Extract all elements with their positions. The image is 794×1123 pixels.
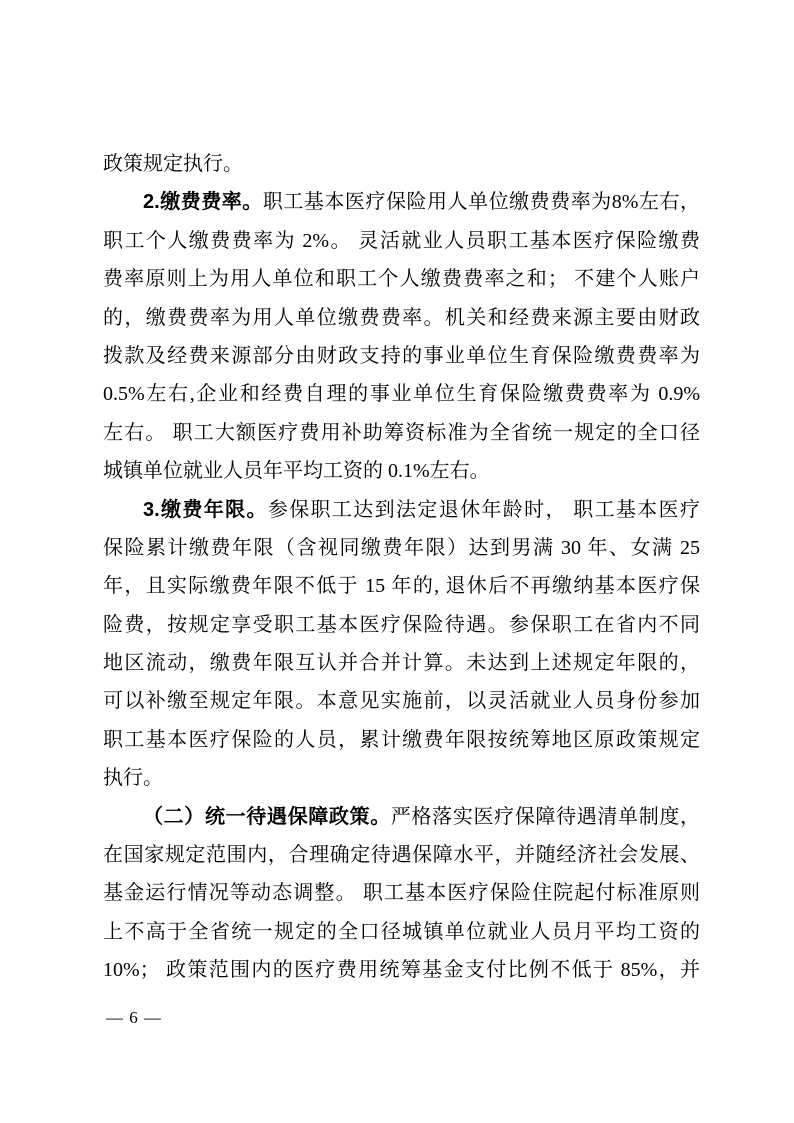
- text-segment: 拨款及经费来源部分由财政支持的事业单位生育保险缴费费率为: [103, 344, 700, 367]
- text-line: [103, 759, 700, 797]
- text-line: [103, 951, 700, 989]
- text-segment: 险费，按规定享受职工基本医疗保险待遇。参保职工在省内不同: [103, 613, 700, 636]
- text-line: [103, 260, 700, 298]
- text-segment: 年，且实际缴费年限不低于 15 年的, 退休后不再缴纳基本医疗保: [103, 575, 700, 598]
- text-segment: 参保职工达到法定退休年龄时， 职工基本医疗: [267, 498, 700, 521]
- text-line: [103, 529, 700, 567]
- text-line: [103, 375, 700, 413]
- text-segment: 基金运行情况等动态调整。 职工基本医疗保险住院起付标准原则: [103, 882, 700, 905]
- text-line: [103, 836, 700, 874]
- text-segment: 0.5%左右,企业和经费自理的事业单位生育保险缴费费率为 0.9%: [103, 383, 700, 406]
- text-line: [103, 299, 700, 337]
- text-segment: 城镇单位就业人员年平均工资的 0.1%左右。: [103, 460, 490, 483]
- text-line: [103, 644, 700, 682]
- document-body: [103, 145, 700, 990]
- text-line: [103, 222, 700, 260]
- text-line: [103, 414, 700, 452]
- page-number: — 6 —: [106, 1008, 162, 1027]
- text-segment: 保险累计缴费年限（含视同缴费年限）达到男满 30 年、女满 25: [103, 536, 700, 559]
- text-line: [103, 913, 700, 951]
- emphasis-segment: 3.缴费年限。: [143, 498, 268, 521]
- text-line: [103, 567, 700, 605]
- text-segment: 在国家规定范围内，合理确定待遇保障水平，并随经济社会发展、: [103, 844, 700, 867]
- text-segment: 10%； 政策范围内的医疗费用统筹基金支付比例不低于 85%，并: [103, 959, 700, 982]
- text-segment: 左右。 职工大额医疗费用补助筹资标准为全省统一规定的全口径: [103, 421, 700, 444]
- text-segment: 职工个人缴费费率为 2%。 灵活就业人员职工基本医疗保险缴费: [103, 229, 700, 252]
- text-line: [103, 337, 700, 375]
- text-segment: 上不高于全省统一规定的全口径城镇单位就业人员月平均工资的: [103, 920, 700, 943]
- text-segment: 地区流动，缴费年限互认并合并计算。未达到上述规定年限的，: [103, 652, 700, 675]
- text-line: [103, 452, 700, 490]
- text-segment: 职工基本医疗保险的人员，累计缴费年限按统筹地区原政策规定: [103, 728, 700, 751]
- text-segment: 职工基本医疗保险用人单位缴费费率为8%左右，: [262, 191, 700, 214]
- text-segment: 执行。: [103, 767, 163, 790]
- text-line: [103, 145, 700, 183]
- emphasis-segment: （二）统一待遇保障政策。: [143, 805, 391, 828]
- text-segment: 严格落实医疗保障待遇清单制度，: [390, 805, 700, 828]
- emphasis-segment: 2.缴费费率。: [143, 191, 263, 214]
- text-line: [103, 491, 700, 529]
- text-line: [103, 874, 700, 912]
- text-segment: 政策规定执行。: [103, 153, 243, 175]
- text-line: [103, 798, 700, 836]
- text-line: [103, 606, 700, 644]
- text-segment: 费率原则上为用人单位和职工个人缴费费率之和； 不建个人账户: [103, 268, 700, 291]
- text-line: [103, 682, 700, 720]
- text-line: [103, 183, 700, 221]
- text-line: [103, 721, 700, 759]
- text-segment: 的，缴费费率为用人单位缴费费率。机关和经费来源主要由财政: [103, 306, 700, 329]
- text-segment: 可以补缴至规定年限。本意见实施前，以灵活就业人员身份参加: [103, 690, 700, 713]
